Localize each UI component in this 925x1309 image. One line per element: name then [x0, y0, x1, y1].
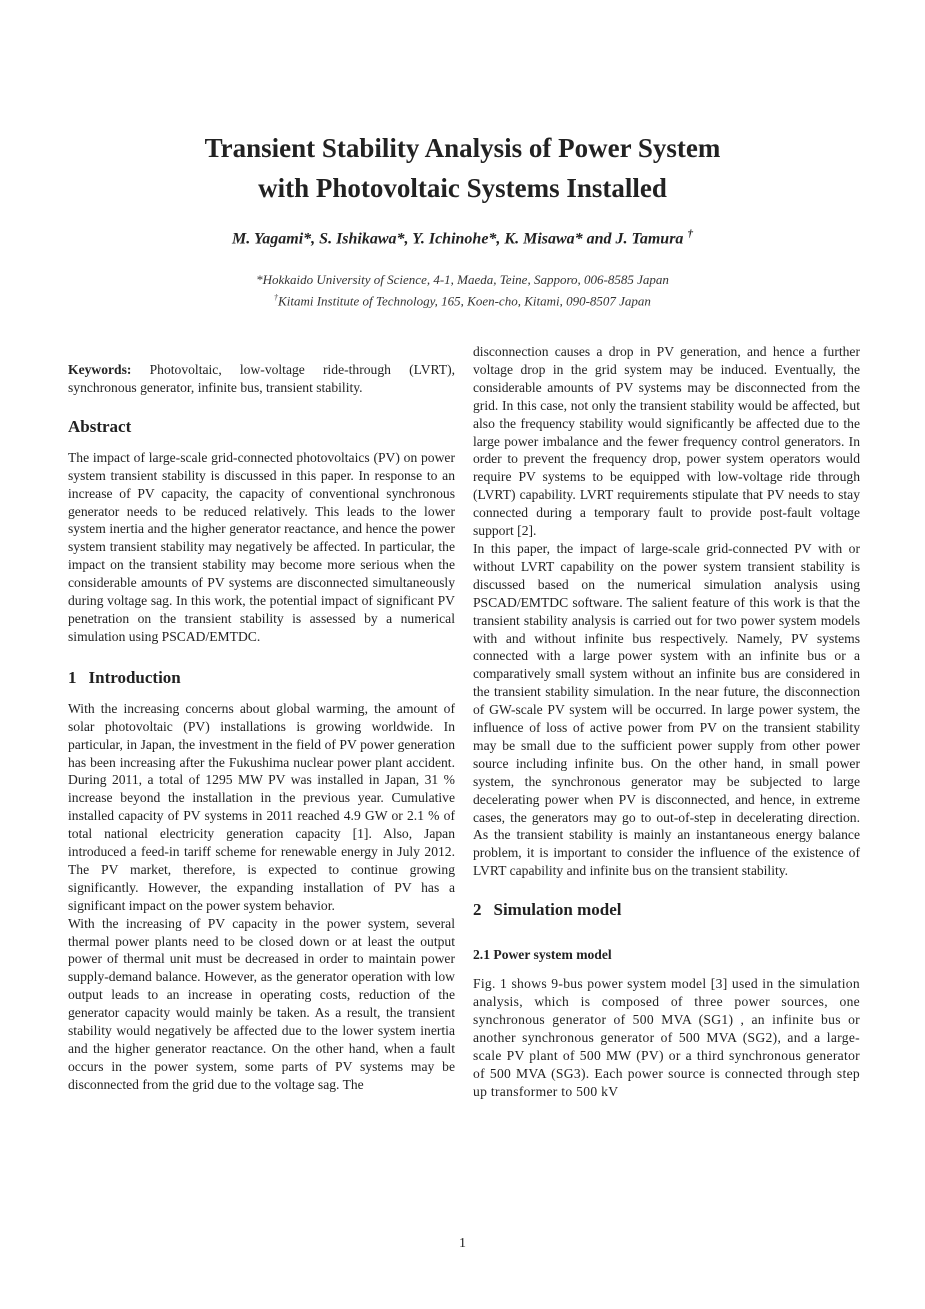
author-list [0, 228, 925, 248]
intro-paragraph-2: With the increasing of PV capacity in the power system, several thermal power plants need to be closed down or at least the output power of thermal unit must be decreased in order to maintain power supply-demand balance. However, as the generator operation with low output leads to an increase in operating costs, reduction of the generator capacity would mainly be taken. As a result, the transient stability would negatively be affected due to the lower system inertia and the higher generator reactance. On the other hand, when a fault occurs in the power system, some parts of PV systems may be disconnected from the grid due to the voltage sag. The [68, 915, 455, 1092]
title-line-2: with Photovoltaic Systems Installed [258, 173, 667, 203]
introduction-heading [68, 668, 455, 688]
affiliations [0, 271, 925, 310]
abstract-text: The impact of large-scale grid-connected photovoltaics (PV) on power system transient stability is discussed in this paper. In response to an increase of PV capacity, the capacity of conventional synchronous generator needs to be reduced relatively. This leads to the lower system inertia and the higher generator reactance, and hence the power system transient stability may negatively be affected. In particular, the impact on the transient stability may become more serious when the considerable amounts of PV systems are disconnected simultaneously during voltage sag. In this work, the potential impact of significant PV penetration on the transient stability is assessed by a numerical simulation using PSCAD/EMTDC. [68, 449, 455, 644]
keywords-text: Photovoltaic, low-voltage ride-through (LVRT), synchronous generator, infinite bus, transient stability. [68, 362, 455, 395]
intro-paragraph-1: With the increasing concerns about global warming, the amount of solar photovoltaic (PV) installations is growing worldwide. In particular, in Japan, the investment in the field of PV power generation has been increasing after the Fukushima nuclear power plant accident. During 2011, a total of 1295 MW PV was installed in Japan, 31 % increase beyond the installation in the previous year. Cumulative installed capacity of PV systems in 2011 reached 4.9 GW or 2.1 % of total national electricity generation capacity [1]. Also, Japan introduced a feed-in tariff scheme for renewable energy in July 2012. The PV market, therefore, is expected to continue growing significantly. However, the expanding installation of PV has a significant impact on the power system behavior. [68, 700, 455, 913]
subsection-heading: 2.1 Power system model [473, 947, 612, 963]
section-title: Simulation model [493, 900, 622, 920]
section-title: Introduction [88, 667, 181, 687]
simulation-paragraph-1: Fig. 1 shows 9-bus power system model [3] used in the simulation analysis, which is composed of three power sources, one synchronous generator of 500 MVA (SG1) , an infinite bus or another synchronous generator of 500 MVA (SG2), and a large-scale PV plant of 500 MW (PV) or a third synchronous generator of 500 MVA (SG3). Each power source is connected through step up transformer to 500 kV [473, 976, 860, 1099]
title-line-1: Transient Stability Analysis of Power System [204, 133, 721, 163]
keywords [68, 361, 455, 397]
intro-paragraph-2-continued: disconnection causes a drop in PV generation, and hence a further voltage drop in the grid system may be induced. Eventually, the considerable amounts of PV systems may be disconnected from the grid. In this case, not only the transient stability would be affected, but also the frequency stability would significantly be affected due to the large power imbalance and the fewer frequency control generators. In order to prevent the frequency drop, power system operators would require PV systems to be equipped with low-voltage ride through (LVRT) capability. LVRT requirements stipulate that PV needs to stay connected during a temporary fault to provide post-fault voltage support [2]. [473, 344, 860, 539]
dagger-mark: † [274, 293, 279, 302]
authors-text: M. Yagami*, S. Ishikawa*, Y. Ichinohe*, K. Misawa* and J. Tamura [232, 230, 688, 248]
keywords-label: Keywords: [68, 362, 132, 377]
paper-title [0, 128, 925, 208]
intro-paragraph-3: In this paper, the impact of large-scale grid-connected PV with or without LVRT capability on the power system transient stability is discussed based on the numerical simulation analysis using PSCAD/EMTDC software. The salient feature of this work is that the transient stability analysis is carried out for two power system models with and without infinite bus respectively. Namely, PV systems connected with a large power system with an infinite bus or a comparatively small system without an infinite bus are considered in the transient stability simulation. In the near future, the disconnection of GW-scale PV system will be occurred. In large power system, the influence of loss of active power from PV on the transient stability may be small due to the sufficient power supply from other power source including infinite bus. On the other hand, in small power system, the synchronous generator may be subjected to large decelerating power when PV is disconnected, and hence, in extreme cases, the generators may go to out-of-step in decelerating direction. As the transient stability is mainly an instantaneous energy balance problem, it is important to consider the influence of the existence of LVRT capability and infinite bus on the transient stability. [473, 540, 860, 879]
simulation-model-heading [473, 900, 860, 920]
right-column [473, 343, 860, 1100]
left-column [68, 361, 455, 1094]
section-number: 1 [68, 667, 77, 687]
affiliation-2: †Kitami Institute of Technology, 165, Koen-cho, Kitami, 090-8507 Japan [274, 293, 651, 309]
affiliation-1: *Hokkaido University of Science, 4-1, Maeda, Teine, Sapporo, 006-8585 Japan [256, 272, 669, 287]
dagger-mark: † [687, 228, 693, 240]
abstract-heading: Abstract [68, 416, 132, 436]
page-number: 1 [459, 1236, 466, 1251]
section-number: 2 [473, 900, 482, 920]
